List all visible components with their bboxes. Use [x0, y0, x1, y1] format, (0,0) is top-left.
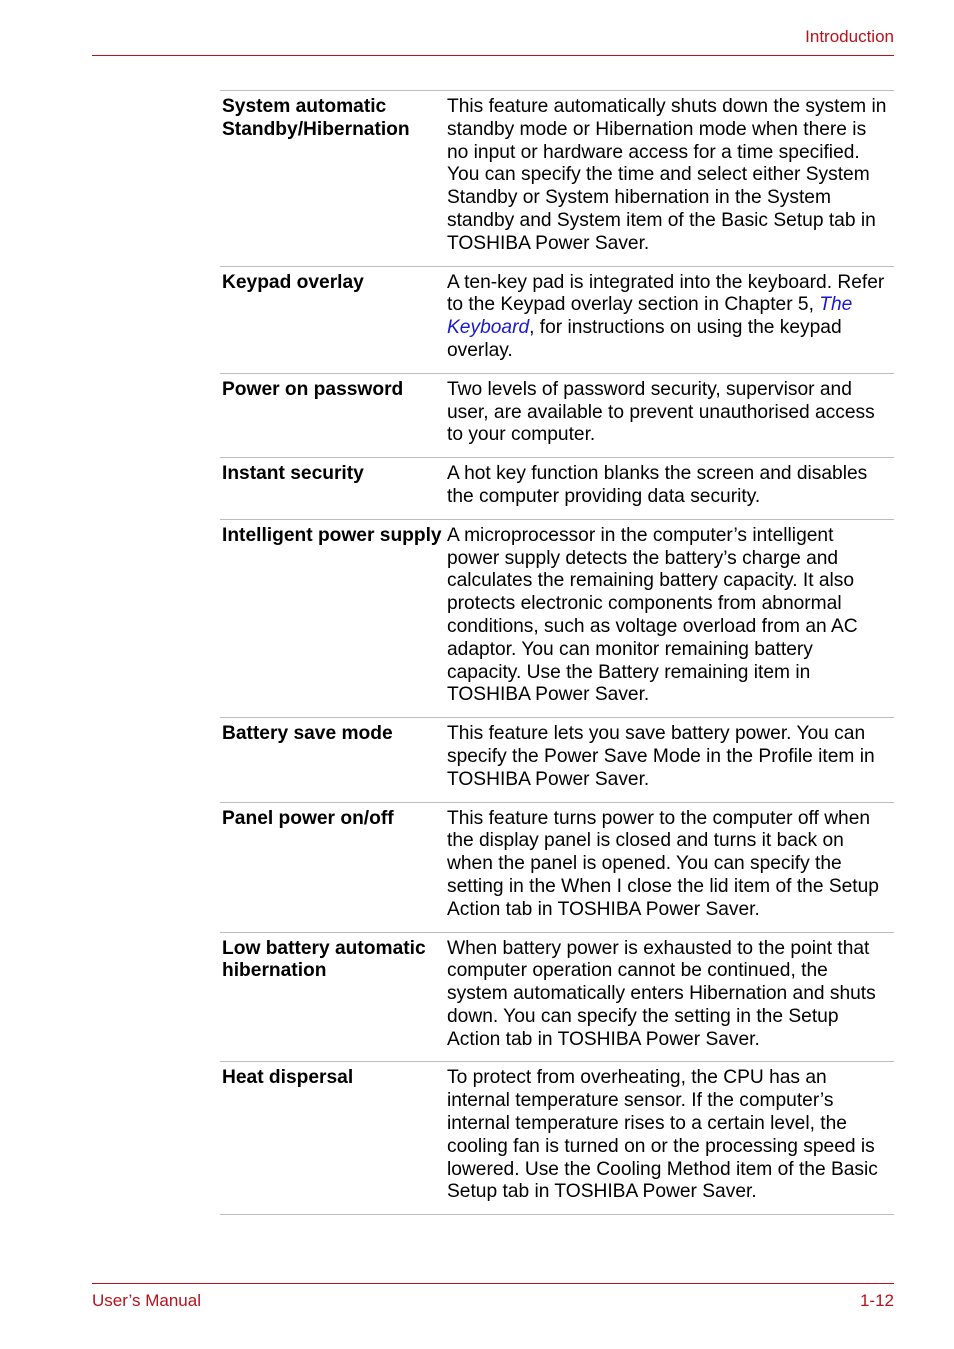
manual-name: User’s Manual [92, 1291, 201, 1310]
feature-term: Keypad overlay [222, 271, 364, 293]
feature-description [444, 266, 894, 373]
feature-description: This feature turns power to the computer off when the display panel is closed and turns it back on when the panel is opened. You can specify the setting in the When I close the lid item of the Setup Action tab in TOSHIBA Power Saver. [447, 807, 879, 920]
feature-term: Intelligent power supply [222, 524, 442, 546]
feature-term: System automatic Standby/Hibernation [222, 96, 410, 140]
table-row [220, 932, 894, 1062]
table-row [220, 266, 894, 373]
table-row [220, 373, 894, 457]
feature-description: When battery power is exhausted to the point that computer operation cannot be continued, the system automatically enters Hibernation and shuts down. You can specify the setting in the Setup Action tab in TOSHIBA Power Saver. [447, 937, 876, 1050]
feature-description: A hot key function blanks the screen and disables the computer providing data security. [447, 463, 868, 507]
feature-term: Heat dispersal [222, 1067, 354, 1089]
footer-divider [92, 1283, 894, 1284]
table-row [220, 718, 894, 802]
description-text: A ten-key pad is integrated into the keyboard. Refer to the Keypad overlay section in Chapter 5, [447, 271, 885, 316]
feature-term: Battery save mode [222, 723, 393, 745]
feature-term: Instant security [222, 463, 364, 485]
table-row [220, 802, 894, 932]
section-title: Introduction [805, 27, 894, 46]
feature-description: A microprocessor in the computer’s intelligent power supply detects the battery’s charge and calculates the remaining battery capacity. It also protects electronic components from abnormal conditions, such as voltage overload from an AC adaptor. You can monitor remaining battery capacity. Use the Battery remaining item in TOSHIBA Power Saver. [447, 524, 858, 706]
feature-table [220, 90, 894, 1215]
header-divider [92, 55, 894, 56]
table-row [220, 458, 894, 520]
chapter-link[interactable]: The Keyboard [447, 294, 853, 339]
table-row [220, 519, 894, 717]
page-number: 1-12 [859, 1291, 894, 1310]
description-text: , for instructions on using the keypad overlay. [447, 317, 842, 361]
feature-description: To protect from overheating, the CPU has an internal temperature sensor. If the computer’s internal temperature rises to a certain level, the cooling fan is turned on or the processing speed is lowered. Use the Cooling Method item of the Basic Setup tab in TOSHIBA Power Saver. [447, 1067, 878, 1203]
feature-description: This feature lets you save battery power. You can specify the Power Save Mode in the Profile item in TOSHIBA Power Saver. [447, 723, 875, 790]
feature-term: Power on password [222, 378, 404, 400]
table-row [220, 91, 894, 267]
feature-description: Two levels of password security, supervisor and user, are available to prevent unauthorised access to your computer. [447, 378, 875, 446]
feature-term: Low battery automatic hibernation [222, 937, 426, 982]
feature-description: This feature automatically shuts down the system in standby mode or Hibernation mode when there is no input or hardware access for a time specified. You can specify the time and select either System Standby or System hibernation in the System standby and System item of the Basic Setup tab in TOSHIBA Power Saver. [447, 96, 887, 254]
table-row [220, 1062, 894, 1215]
feature-term: Panel power on/off [222, 807, 394, 829]
